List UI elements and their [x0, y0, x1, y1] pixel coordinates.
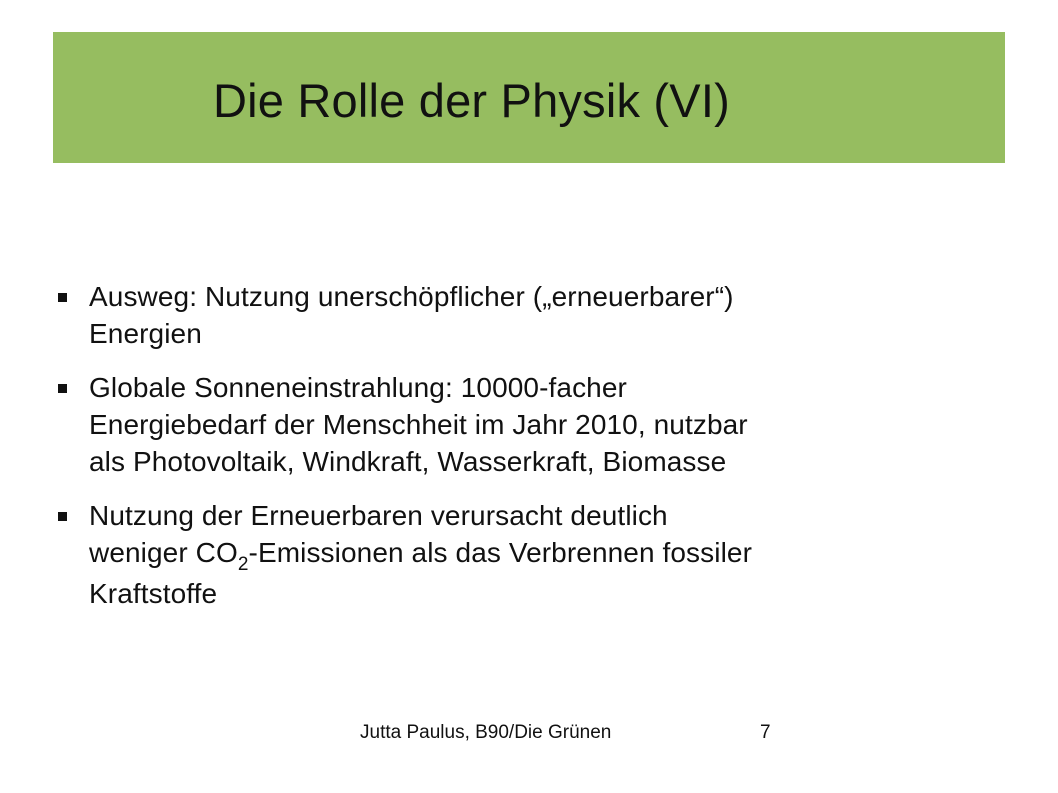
- bullet-text-line: [89, 534, 986, 575]
- bullet-text-line: Kraftstoffe: [89, 578, 218, 609]
- bullet-item: [56, 369, 986, 480]
- square-bullet-icon: [58, 384, 67, 393]
- bullet-text-line: Globale Sonneneinstrahlung: 10000-facher: [89, 372, 627, 403]
- subscript-text: 2: [237, 554, 249, 575]
- bullet-text-line: Ausweg: Nutzung unerschöpflicher („erneuerbarer“): [89, 281, 734, 312]
- footer-author: Jutta Paulus, B90/Die Grünen: [360, 722, 612, 743]
- square-bullet-icon: [58, 512, 67, 521]
- bullet-list: [56, 278, 986, 629]
- bullet-text-fragment: weniger CO: [89, 537, 238, 568]
- square-bullet-icon: [58, 293, 67, 302]
- bullet-item: [56, 278, 986, 352]
- title-bar: [53, 32, 1005, 163]
- bullet-text-line: als Photovoltaik, Windkraft, Wasserkraft, Biomasse: [89, 446, 727, 477]
- bullet-text-line: Energien: [89, 318, 202, 349]
- bullet-text-line: Energiebedarf der Menschheit im Jahr 2010, nutzbar: [89, 409, 748, 440]
- page-number: 7: [760, 722, 771, 743]
- bullet-text-line: Nutzung der Erneuerbaren verursacht deutlich: [89, 500, 668, 531]
- bullet-text-fragment: -Emissionen als das Verbrennen fossiler: [248, 537, 752, 568]
- bullet-item: [56, 497, 986, 612]
- slide-title: Die Rolle der Physik (VI): [213, 74, 730, 127]
